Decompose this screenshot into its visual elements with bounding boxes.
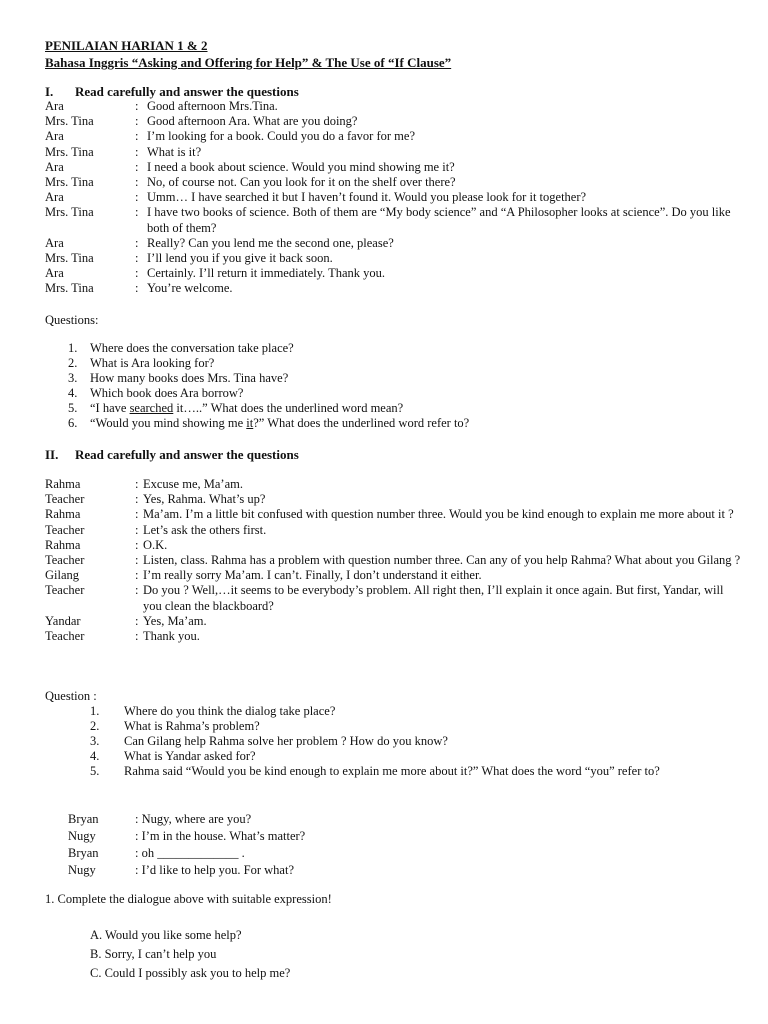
speaker-name: Teacher <box>45 629 85 644</box>
section-1-questions-label: Questions: <box>45 313 99 327</box>
section-2-questions <box>90 704 690 779</box>
dialogue-line: Ara : Really? Can you lend me the second one, please? <box>45 236 745 251</box>
speaker-name: Ara <box>45 129 64 144</box>
speaker-name: Nugy <box>68 863 96 877</box>
question-item: 3. Can Gilang help Rahma solve her problem ? How do you know? <box>90 734 448 749</box>
dialogue-line: Ara : I need a book about science. Would you mind showing me it? <box>45 160 745 175</box>
question-item: 2. What is Rahma’s problem? <box>90 719 260 734</box>
section-3-instruction: 1. Complete the dialogue above with suitable expression! <box>45 892 332 906</box>
speech-text: Yes, Ma’am. <box>143 613 207 628</box>
speaker-name: Ara <box>45 190 64 205</box>
speaker-name: Rahma <box>45 537 81 552</box>
dialogue-line: Mrs. Tina : I have two books of science. Both of them are “My body science” and “A Philosopher looks at science”. Do you like both of them? <box>45 205 745 235</box>
speaker-name: Ara <box>45 235 64 250</box>
question-item: 6. “Would you mind showing me it?” What does the underlined word refer to? <box>68 416 470 431</box>
section-3-dialogue <box>68 811 668 879</box>
speech-text: I have two books of science. Both of them are “My body science” and “A Philosopher looks at science”. Do you like both of them? <box>147 205 731 235</box>
question-item: 5. “I have searched it…..” What does the underlined word mean? <box>68 401 404 415</box>
speaker-name: Teacher <box>45 553 85 568</box>
question-item: 4. What is Yandar asked for? <box>90 749 256 764</box>
section-2-number: II. <box>45 447 59 462</box>
speech-text: Certainly. I’ll return it immediately. Thank you. <box>147 266 386 281</box>
question-text: Rahma said “Would you be kind enough to explain me more about it?” What does the word “you” refer to? <box>124 764 660 779</box>
speech-text: Listen, class. Rahma has a problem with question number three. Can any of you help Rahma? What about you Gilang ? <box>143 553 741 568</box>
speaker-name: Ara <box>45 266 64 281</box>
speech-text: : oh _____________ . <box>135 846 245 860</box>
question-item: 5. Rahma said “Would you be kind enough to explain me more about it?” What does the word “you” refer to? <box>90 764 660 779</box>
question-item: 4. Which book does Ara borrow? <box>68 386 244 401</box>
speech-text: Ma’am. I’m a little bit confused with question number three. Would you be kind enough to explain me more about it ? <box>143 507 734 522</box>
question-item: 1. Where do you think the dialog take place? <box>90 704 336 718</box>
speaker-name: Nugy <box>68 829 96 843</box>
speech-text: I’m looking for a book. Could you do a favor for me? <box>147 129 415 144</box>
dialogue-line: Rahma : Excuse me, Ma’am. <box>45 477 745 492</box>
answer-option: A. Would you like some help? <box>90 928 242 942</box>
answer-option: C. Could I possibly ask you to help me? <box>90 966 291 980</box>
page-title: PENILAIAN HARIAN 1 & 2 <box>45 38 208 53</box>
dialogue-line <box>68 828 668 845</box>
speaker-name: Yandar <box>45 613 81 628</box>
dialogue-line: Teacher : Listen, class. Rahma has a problem with question number three. Can any of you help Rahma? What about you Gilang ? <box>45 553 745 568</box>
section-1-number: I. <box>45 84 54 99</box>
speech-text: Really? Can you lend me the second one, please? <box>147 235 394 250</box>
speaker-name: Gilang <box>45 568 80 583</box>
question-text: Which book does Ara borrow? <box>90 386 244 401</box>
speaker-name: Mrs. Tina <box>45 251 94 266</box>
speaker-name: Teacher <box>45 522 85 537</box>
speaker-name: Mrs. Tina <box>45 281 94 296</box>
dialogue-line: Mrs. Tina : Good afternoon Ara. What are you doing? <box>45 114 745 129</box>
dialogue-line: Ara : Certainly. I’ll return it immediately. Thank you. <box>45 266 745 281</box>
speech-text: No, of course not. Can you look for it on the shelf over there? <box>147 175 456 190</box>
speech-text: Do you ? Well,…it seems to be everybody’s problem. All right then, I’ll explain it once again. But first, Yandar, will you clean the blackboard? <box>143 583 724 613</box>
dialogue-line: Mrs. Tina : You’re welcome. <box>45 281 745 296</box>
speech-text: Let’s ask the others first. <box>143 522 267 537</box>
dialogue-line <box>68 811 668 828</box>
speech-text: O.K. <box>143 537 168 552</box>
dialogue-line: Mrs. Tina : I’ll lend you if you give it back soon. <box>45 251 745 266</box>
dialogue-line: Yandar : Yes, Ma’am. <box>45 614 745 629</box>
underlined-word: it <box>246 416 254 431</box>
page-subtitle: Bahasa Inggris “Asking and Offering for Help” & The Use of “If Clause” <box>45 55 452 70</box>
question-text: What is Yandar asked for? <box>124 749 256 764</box>
speech-text: Good afternoon Mrs.Tina. <box>147 99 278 113</box>
speech-text: Yes, Rahma. What’s up? <box>143 492 266 507</box>
speech-text: : Nugy, where are you? <box>135 812 252 826</box>
speech-text: : I’m in the house. What’s matter? <box>135 829 306 843</box>
dialogue-line: Gilang : I’m really sorry Ma’am. I can’t. Finally, I don’t understand it either. <box>45 568 745 583</box>
speaker-name: Mrs. Tina <box>45 175 94 190</box>
question-text: What is Rahma’s problem? <box>124 719 260 734</box>
section-1-questions <box>68 341 748 401</box>
section-2-dialogue <box>45 477 745 644</box>
speech-text: Excuse me, Ma’am. <box>143 477 243 491</box>
speaker-name: Ara <box>45 99 64 113</box>
question-item: 1. Where does the conversation take place? <box>68 341 294 355</box>
speech-text: : I’d like to help you. For what? <box>135 863 294 877</box>
question-text: Can Gilang help Rahma solve her problem ? How do you know? <box>124 734 448 749</box>
speaker-name: Bryan <box>68 846 99 860</box>
section-2-questions-label: Question : <box>45 689 97 703</box>
dialogue-line <box>68 845 668 862</box>
section-1-title: Read carefully and answer the questions <box>75 84 299 99</box>
question-text: How many books does Mrs. Tina have? <box>90 371 289 386</box>
speaker-name: Rahma <box>45 507 81 522</box>
speech-text: You’re welcome. <box>147 281 233 296</box>
dialogue-line: Rahma : Ma’am. I’m a little bit confused with question number three. Would you be kind enough to explain me more about it ? <box>45 507 745 522</box>
speech-text: What is it? <box>147 144 202 159</box>
speech-text: Thank you. <box>143 629 200 644</box>
speech-text: I need a book about science. Would you mind showing me it? <box>147 159 455 174</box>
speaker-name: Rahma <box>45 477 81 491</box>
speaker-name: Bryan <box>68 812 99 826</box>
speaker-name: Teacher <box>45 492 85 507</box>
dialogue-line: Teacher : Let’s ask the others first. <box>45 523 745 538</box>
question-text: What is Ara looking for? <box>90 356 215 371</box>
speaker-name: Ara <box>45 159 64 174</box>
speaker-name: Mrs. Tina <box>45 114 94 129</box>
speech-text: I’m really sorry Ma’am. I can’t. Finally, I don’t understand it either. <box>143 568 482 583</box>
dialogue-line: Ara : Good afternoon Mrs.Tina. <box>45 99 745 114</box>
question-item: 3. How many books does Mrs. Tina have? <box>68 371 289 386</box>
dialogue-line: Teacher : Yes, Rahma. What’s up? <box>45 492 745 507</box>
section-2-title: Read carefully and answer the questions <box>75 447 299 462</box>
speaker-name: Mrs. Tina <box>45 144 94 159</box>
dialogue-line: Mrs. Tina : No, of course not. Can you look for it on the shelf over there? <box>45 175 745 190</box>
dialogue-line: Rahma : O.K. <box>45 538 745 553</box>
section-1-questions-underlined <box>68 401 748 431</box>
question-text: Where do you think the dialog take place? <box>124 704 336 718</box>
speaker-name: Teacher <box>45 583 85 598</box>
dialogue-line: Ara : Umm… I have searched it but I haven’t found it. Would you please look for it together? <box>45 190 745 205</box>
dialogue-line: Teacher : Do you ? Well,…it seems to be everybody’s problem. All right then, I’ll explain it once again. But first, Yandar, will you clean the blackboard? <box>45 583 745 613</box>
dialogue-line <box>68 862 668 879</box>
answer-option: B. Sorry, I can’t help you <box>90 947 217 961</box>
answer-options <box>90 926 290 983</box>
speech-text: I’ll lend you if you give it back soon. <box>147 251 333 266</box>
dialogue-line: Ara : I’m looking for a book. Could you do a favor for me? <box>45 129 745 144</box>
speech-text: Good afternoon Ara. What are you doing? <box>147 114 358 129</box>
underlined-word: searched <box>129 401 174 415</box>
section-1-dialogue <box>45 99 745 297</box>
question-item: 2. What is Ara looking for? <box>68 356 215 371</box>
section-1-heading <box>45 84 299 100</box>
dialogue-line: Teacher : Thank you. <box>45 629 745 644</box>
dialogue-line: Mrs. Tina : What is it? <box>45 145 745 160</box>
section-2-heading <box>45 447 299 463</box>
speaker-name: Mrs. Tina <box>45 205 94 220</box>
question-text: Where does the conversation take place? <box>90 341 294 355</box>
speech-text: Umm… I have searched it but I haven’t found it. Would you please look for it together? <box>147 190 587 205</box>
